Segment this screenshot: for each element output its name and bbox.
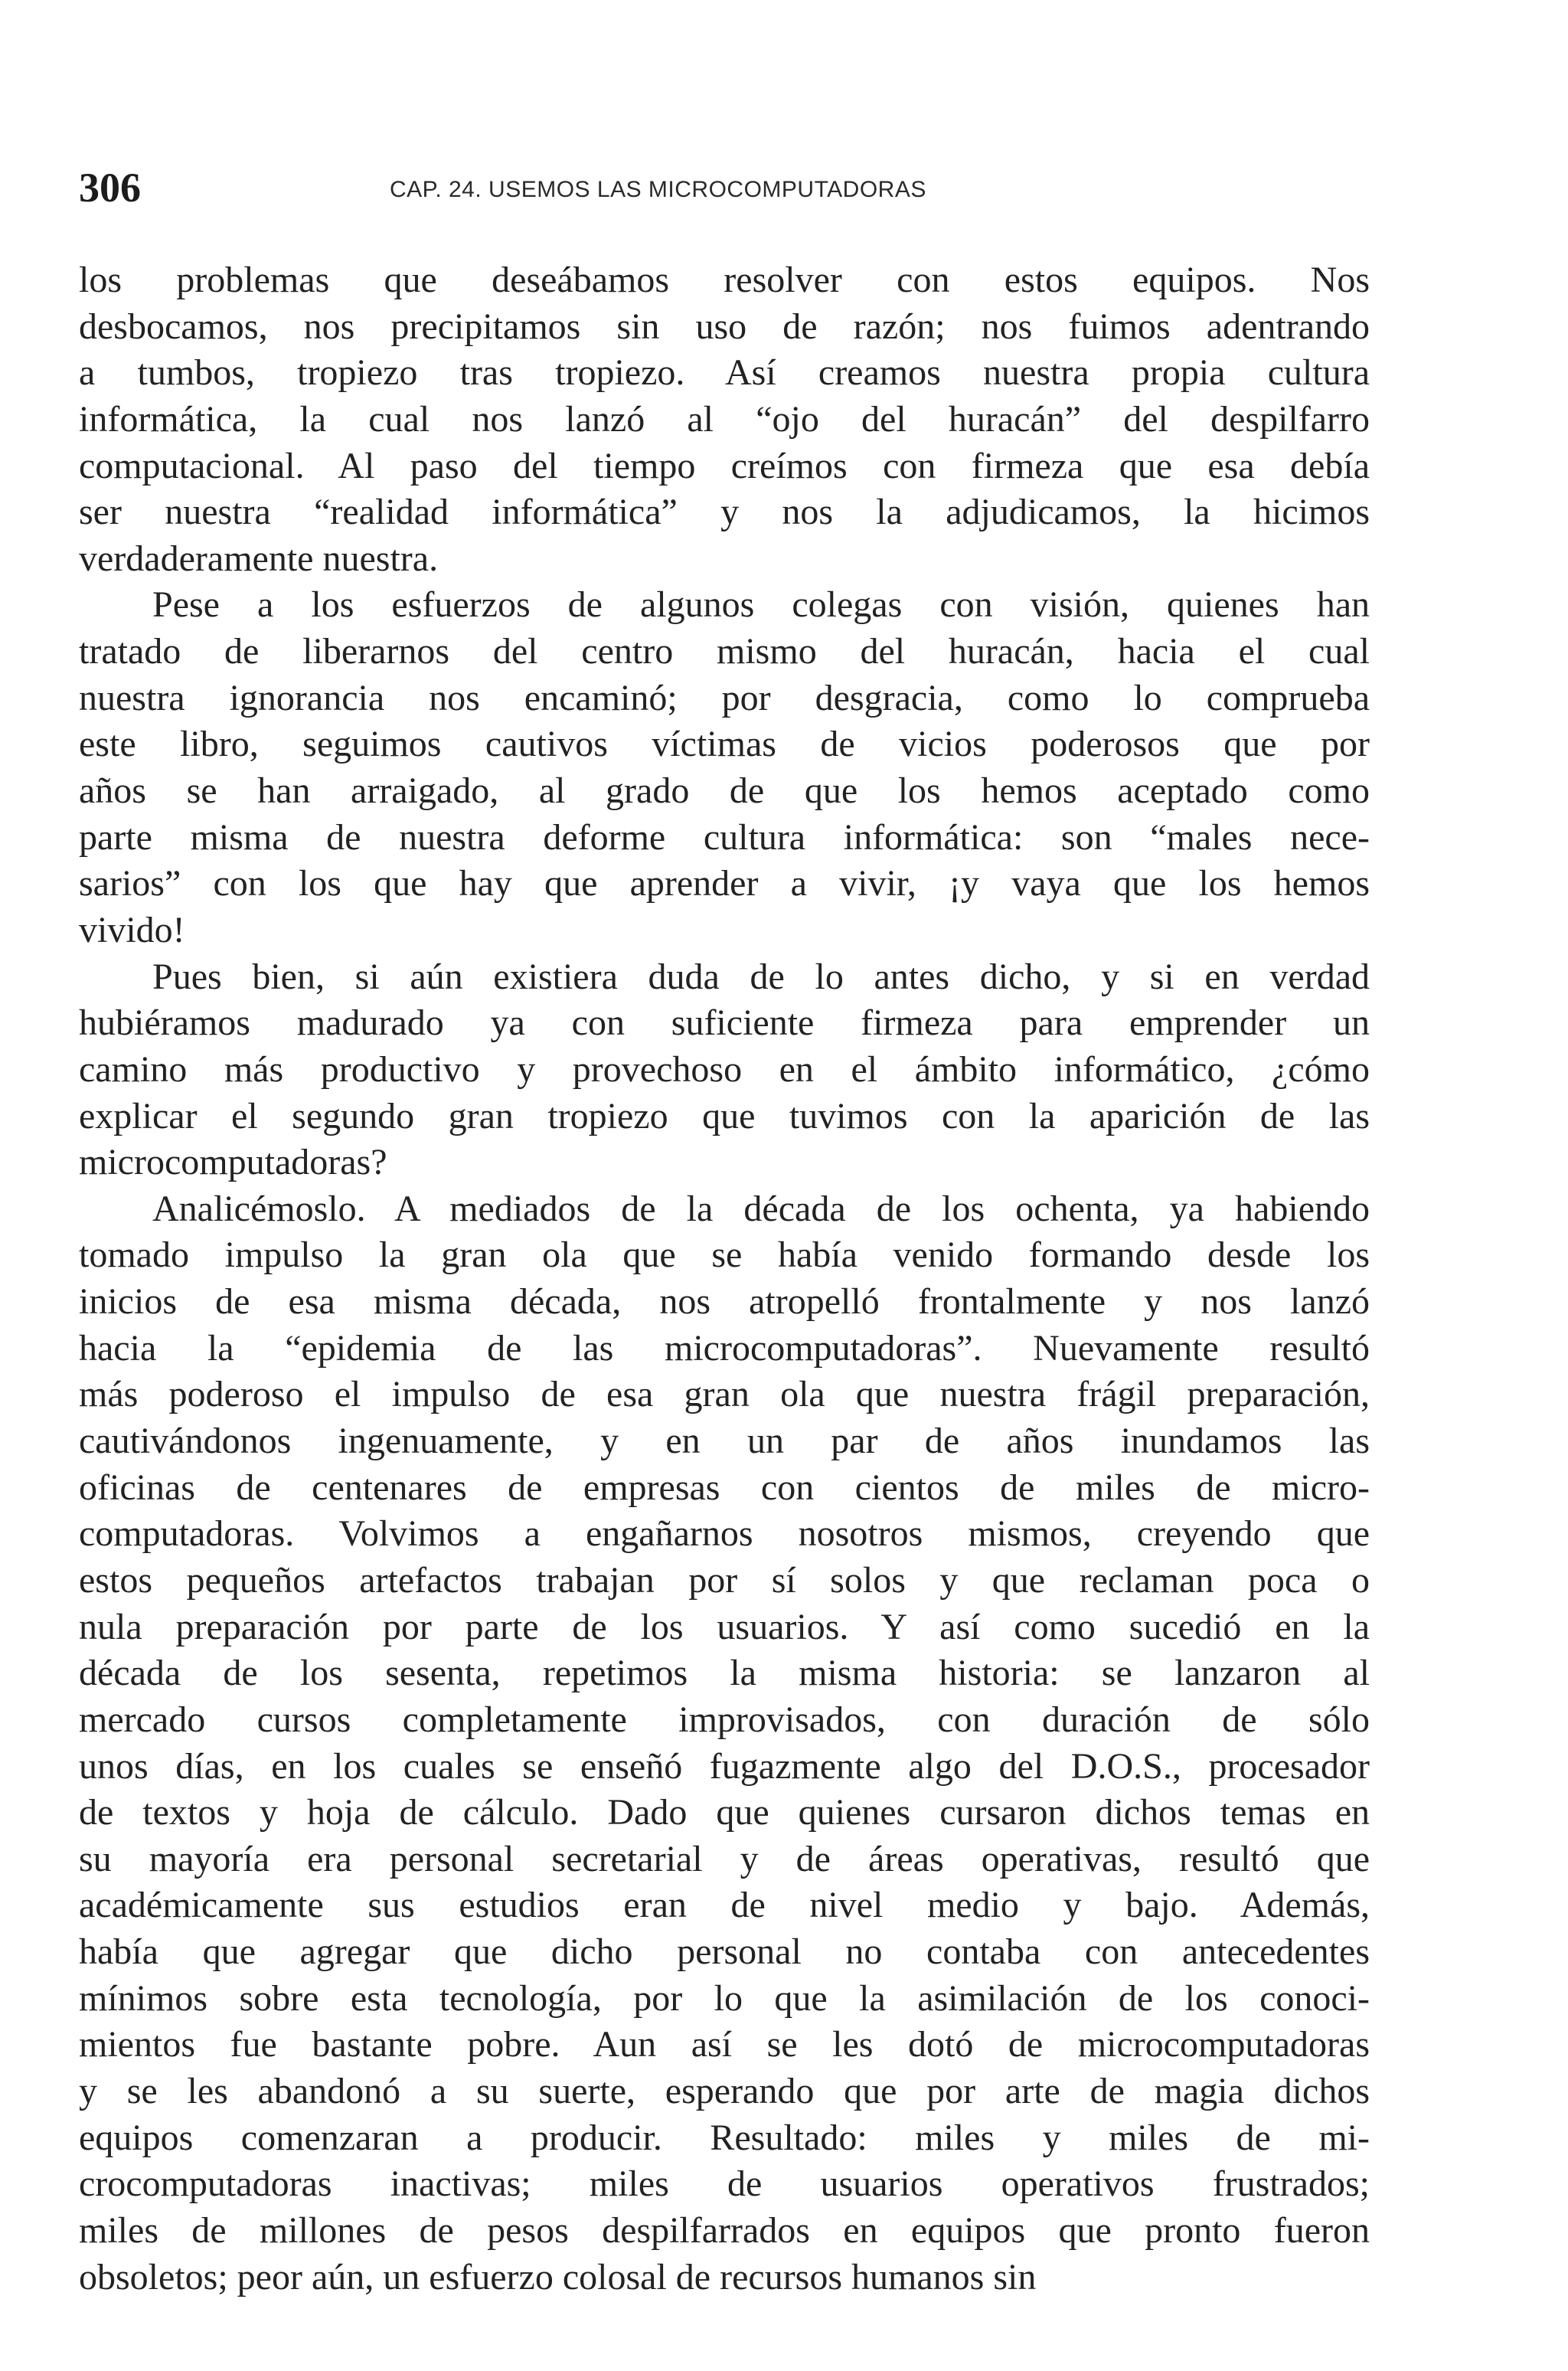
text-line: los problemas que deseábamos resolver con estos equipos. Nos	[79, 260, 1370, 300]
text-line: mercado cursos completamente improvisados, con duración de sólo	[79, 1699, 1370, 1740]
text-line: a tumbos, tropiezo tras tropiezo. Así creamos nuestra propia cultura	[79, 352, 1370, 394]
text-line: explicar el segundo gran tropiezo que tuvimos con la aparición de las	[79, 1095, 1370, 1136]
text-line: y se les abandonó a su suerte, esperando que por arte de magia dichos	[79, 2070, 1370, 2111]
text-line: miles de millones de pesos despilfarrados en equipos que pronto fueron	[79, 2209, 1370, 2251]
text-line: más poderoso el impulso de esa gran ola que nuestra frágil preparación,	[79, 1374, 1370, 1415]
text-line: Pues bien, si aún existiera duda de lo antes dicho, y si en verdad	[152, 956, 1370, 997]
text-line: microcomputadoras?	[79, 1142, 387, 1183]
text-line: Analicémoslo. A mediados de la década de los ochenta, ya habiendo	[152, 1188, 1370, 1229]
text-line: Pese a los esfuerzos de algunos colegas con visión, quienes han	[152, 584, 1370, 626]
text-line: su mayoría era personal secretarial y de áreas operativas, resultó que	[79, 1838, 1370, 1879]
text-line: verdaderamente nuestra.	[79, 538, 439, 579]
text-line: de textos y hoja de cálculo. Dado que quienes cursaron dichos temas en	[79, 1792, 1370, 1833]
text-line: computacional. Al paso del tiempo creímos con firmeza que esa debía	[79, 445, 1370, 486]
text-line: equipos comenzaran a producir. Resultado: miles y miles de mi-	[79, 2117, 1370, 2158]
text-line: ser nuestra “realidad informática” y nos la adjudicamos, la hicimos	[79, 492, 1370, 533]
text-line: años se han arraigado, al grado de que los hemos aceptado como	[79, 770, 1370, 812]
text-line: tomado impulso la gran ola que se había venido formando desde los	[79, 1235, 1370, 1276]
paragraph	[79, 582, 1370, 953]
text-line: mientos fue bastante pobre. Aun así se les dotó de microcomputadoras	[79, 2024, 1370, 2065]
paragraph	[79, 954, 1370, 1186]
text-line: camino más productivo y provechoso en el ámbito informático, ¿cómo	[79, 1048, 1370, 1090]
text-line: este libro, seguimos cautivos víctimas de vicios poderosos que por	[79, 724, 1370, 765]
text-line: década de los sesenta, repetimos la misma historia: se lanzaron al	[79, 1653, 1370, 1694]
text-line: había que agregar que dicho personal no contaba con antecedentes	[79, 1931, 1370, 1973]
text-line: sarios” con los que hay que aprender a vivir, ¡y vaya que los hemos	[79, 863, 1370, 904]
text-line: parte misma de nuestra deforme cultura informática: son “males nece-	[79, 816, 1370, 858]
text-line: hacia la “epidemia de las microcomputadoras”. Nuevamente resultó	[79, 1327, 1370, 1369]
text-line: obsoletos; peor aún, un esfuerzo colosal de recursos humanos sin	[79, 2256, 1037, 2297]
body-text	[79, 257, 1370, 2301]
text-line: tratado de liberarnos del centro mismo del huracán, hacia el cual	[79, 631, 1370, 672]
text-line: cautivándonos ingenuamente, y en un par de años inundamos las	[79, 1421, 1370, 1462]
page-number: 306	[79, 165, 141, 211]
text-line: desbocamos, nos precipitamos sin uso de razón; nos fuimos adentrando	[79, 306, 1370, 347]
text-line: informática, la cual nos lanzó al “ojo del huracán” del despilfarro	[79, 398, 1370, 440]
paragraph	[79, 1186, 1370, 2301]
text-line: unos días, en los cuales se enseñó fugazmente algo del D.O.S., procesador	[79, 1745, 1370, 1787]
paragraph	[79, 257, 1370, 582]
text-line: vivido!	[79, 909, 185, 950]
running-head: CAP. 24. USEMOS LAS MICROCOMPUTADORAS	[390, 177, 926, 202]
text-line: estos pequeños artefactos trabajan por sí solos y que reclaman poca o	[79, 1559, 1370, 1601]
text-line: nula preparación por parte de los usuarios. Y así como sucedió en la	[79, 1606, 1370, 1647]
text-line: computadoras. Volvimos a engañarnos nosotros mismos, creyendo que	[79, 1513, 1370, 1555]
page-header	[79, 161, 1380, 214]
text-line: oficinas de centenares de empresas con cientos de miles de micro-	[79, 1467, 1370, 1508]
text-line: mínimos sobre esta tecnología, por lo que la asimilación de los conoci-	[79, 1977, 1370, 2019]
text-line: hubiéramos madurado ya con suficiente firmeza para emprender un	[79, 1002, 1370, 1044]
text-line: nuestra ignorancia nos encaminó; por desgracia, como lo comprueba	[79, 677, 1370, 718]
paragraph-list	[79, 257, 1370, 2301]
text-line: académicamente sus estudios eran de nivel medio y bajo. Además,	[79, 1885, 1370, 1926]
text-line: crocomputadoras inactivas; miles de usuarios operativos frustrados;	[79, 2163, 1370, 2205]
text-line: inicios de esa misma década, nos atropelló frontalmente y nos lanzó	[79, 1281, 1370, 1323]
